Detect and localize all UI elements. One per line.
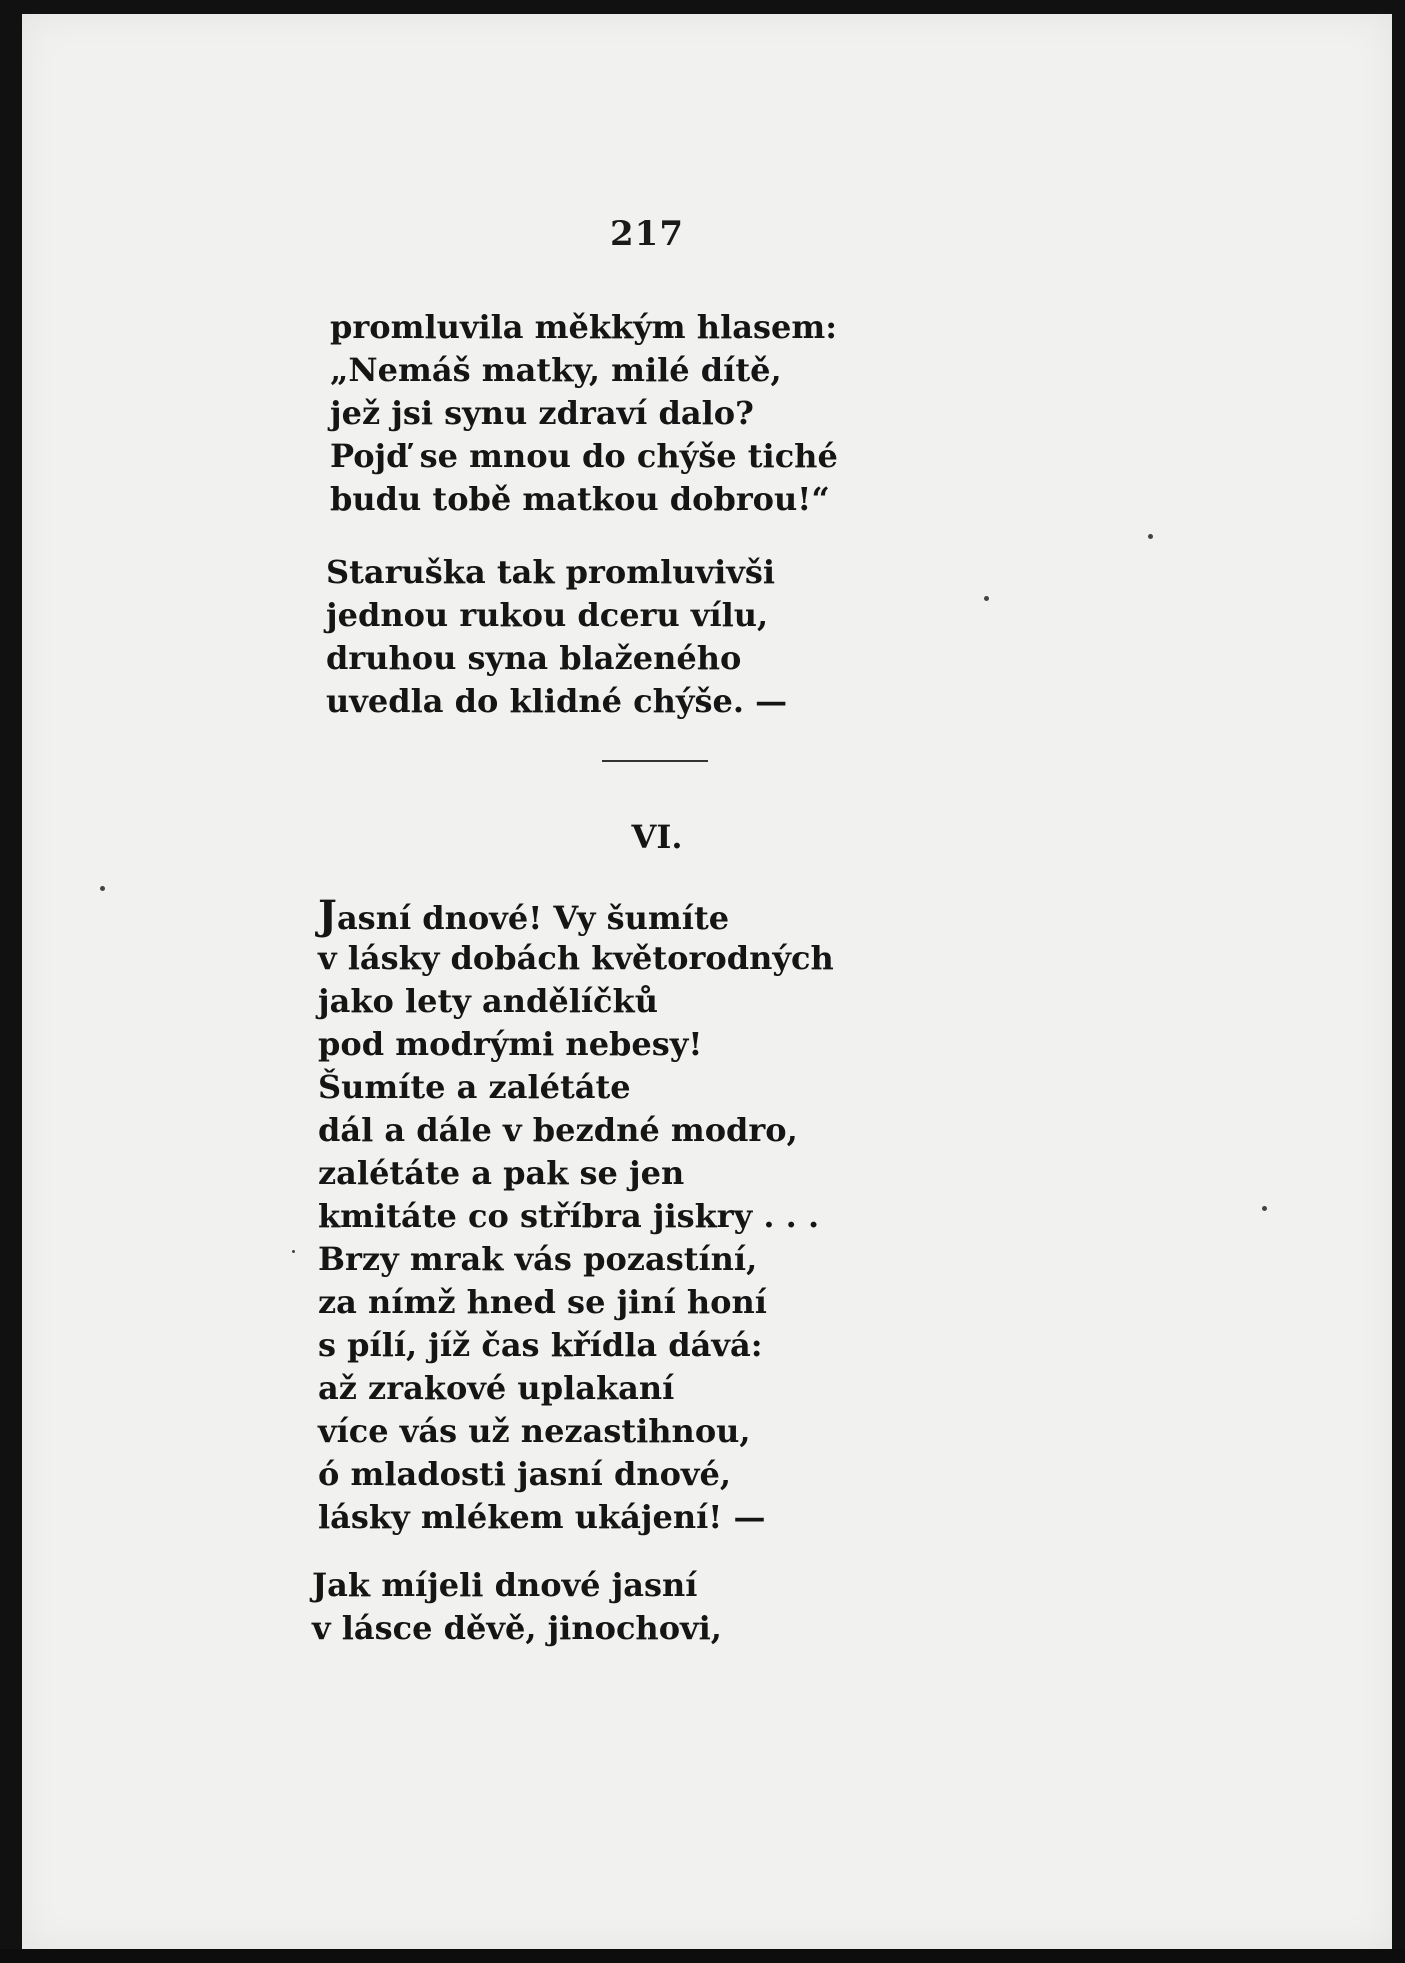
verse-line: zalétáte a pak se jen — [318, 1154, 685, 1192]
verse-line: pod modrými nebesy! — [318, 1025, 703, 1063]
verse-line: Šumíte a zalétáte — [318, 1068, 631, 1106]
scan-speck — [1262, 1206, 1267, 1211]
verse-line: budu tobě matkou dobrou!“ — [330, 480, 830, 518]
section-heading: VI. — [631, 818, 683, 856]
verse-line: za nímž hned se jiní honí — [318, 1283, 767, 1321]
stanza-3 — [318, 894, 834, 1539]
scan-border — [0, 1949, 1405, 1963]
verse-line: lásky mlékem ukájení! — — [318, 1498, 766, 1536]
verse-line: promluvila měkkým hlasem: — [330, 308, 837, 346]
verse-line: Staruška tak promluvivši — [326, 553, 776, 591]
verse-line: Pojď se mnou do chýše tiché — [330, 437, 838, 475]
book-page — [22, 14, 1392, 1949]
stanza-1 — [330, 306, 838, 521]
verse-line: jednou rukou dceru vílu, — [326, 596, 769, 634]
verse-line: ó mladosti jasní dnové, — [318, 1455, 732, 1493]
verse-line-first — [318, 894, 834, 937]
scan-speck — [1148, 534, 1153, 539]
stanza-4 — [312, 1564, 722, 1650]
verse-line: dál a dále v bezdné modro, — [318, 1111, 798, 1149]
page-number: 217 — [610, 214, 684, 254]
verse-line: Brzy mrak vás pozastíní, — [318, 1240, 758, 1278]
verse-line: více vás už nezastihnou, — [318, 1412, 751, 1450]
verse-line: jež jsi synu zdraví dalo? — [330, 394, 754, 432]
verse-line: až zrakové uplakaní — [318, 1369, 675, 1407]
scan-speck — [292, 1250, 295, 1253]
scan-speck — [100, 886, 105, 891]
verse-line: s pílí, jíž čas křídla dává: — [318, 1326, 763, 1364]
section-divider — [602, 760, 708, 762]
verse-line: Jak míjeli dnové jasní — [312, 1566, 698, 1604]
scan-speck — [984, 596, 989, 601]
verse-line: „Nemáš matky, milé dítě, — [330, 351, 782, 389]
stanza-2 — [326, 551, 787, 723]
verse-line: druhou syna blaženého — [326, 639, 742, 677]
verse-line: uvedla do klidné chýše. — — [326, 682, 788, 720]
verse-line: jako lety andělíčků — [318, 982, 658, 1020]
initial-letter: J — [318, 892, 337, 939]
verse-line: v lásce děvě, jinochovi, — [312, 1609, 722, 1647]
verse-line: v lásky dobách květorodných — [318, 939, 834, 977]
verse-line-rest: asní dnové! Vy šumíte — [336, 899, 730, 937]
verse-line: kmitáte co stříbra jiskry . . . — [318, 1197, 820, 1235]
